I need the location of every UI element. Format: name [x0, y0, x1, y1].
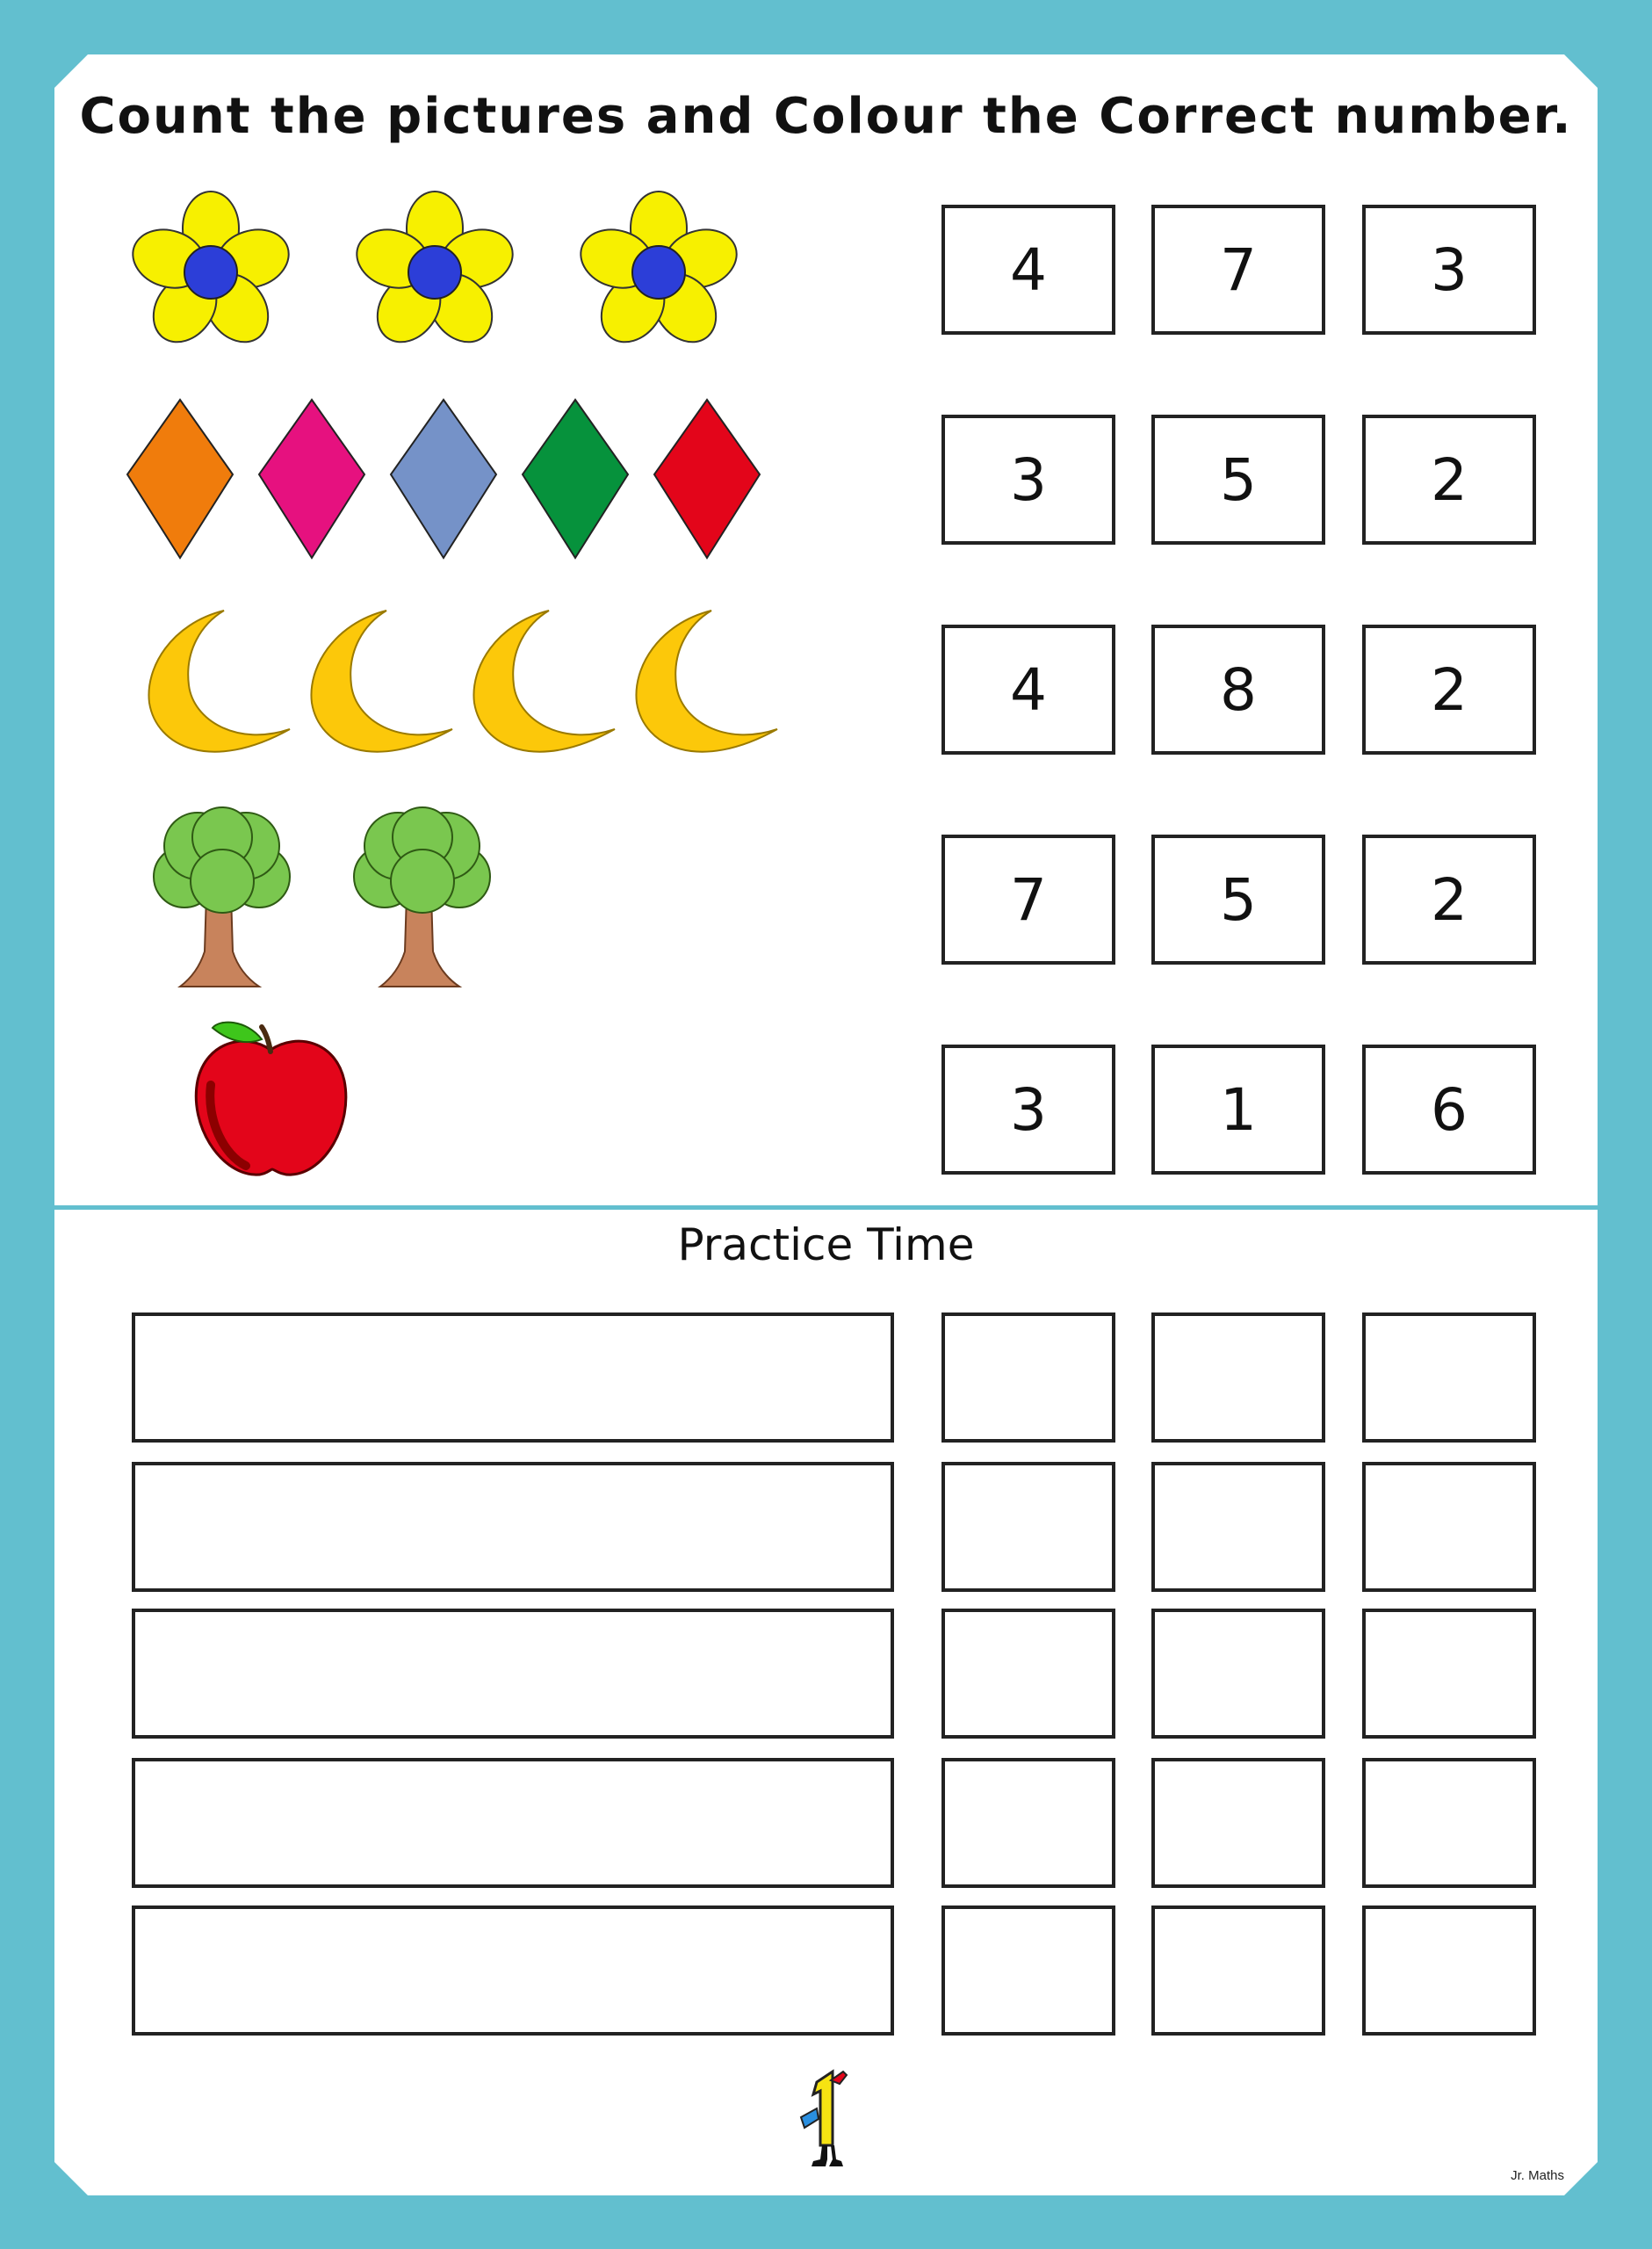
- practice-answer-box[interactable]: [941, 1609, 1115, 1739]
- diamond-icon: [523, 400, 628, 558]
- diamond-icon: [127, 400, 233, 558]
- answer-option-box[interactable]: 2: [1362, 835, 1536, 965]
- practice-answer-box[interactable]: [941, 1462, 1115, 1592]
- answer-option-box[interactable]: 2: [1362, 625, 1536, 755]
- flowers-row: [123, 184, 755, 360]
- practice-answer-box[interactable]: [1151, 1462, 1325, 1592]
- crescent-moon-icon: [473, 611, 615, 752]
- answer-option-box[interactable]: 4: [941, 625, 1115, 755]
- practice-answer-box[interactable]: [1151, 1313, 1325, 1443]
- practice-drawing-box[interactable]: [132, 1906, 894, 2036]
- answer-option-box[interactable]: 4: [941, 205, 1115, 335]
- answer-option-box[interactable]: 7: [941, 835, 1115, 965]
- answer-option-box[interactable]: 6: [1362, 1045, 1536, 1175]
- number-one-mascot-icon: [790, 2065, 861, 2170]
- practice-drawing-box[interactable]: [132, 1313, 894, 1443]
- practice-answer-box[interactable]: [941, 1313, 1115, 1443]
- flower-icon: [350, 192, 521, 354]
- crescent-moon-icon: [311, 611, 452, 752]
- answer-option-box[interactable]: 7: [1151, 205, 1325, 335]
- practice-answer-box[interactable]: [1362, 1462, 1536, 1592]
- answer-option-box[interactable]: 3: [941, 415, 1115, 545]
- tree-icon: [154, 807, 290, 987]
- practice-drawing-box[interactable]: [132, 1462, 894, 1592]
- diamond-icon: [259, 400, 364, 558]
- moons-row: [141, 606, 790, 773]
- answer-option-box[interactable]: 8: [1151, 625, 1325, 755]
- practice-drawing-box[interactable]: [132, 1609, 894, 1739]
- worksheet-title: Count the pictures and Colour the Correct number.: [79, 88, 1573, 145]
- practice-answer-box[interactable]: [1362, 1906, 1536, 2036]
- practice-answer-box[interactable]: [1362, 1758, 1536, 1888]
- section-divider: [54, 1205, 1598, 1210]
- practice-answer-box[interactable]: [1362, 1313, 1536, 1443]
- answer-option-box[interactable]: 3: [941, 1045, 1115, 1175]
- diamond-icon: [391, 400, 496, 558]
- brand-label: Jr. Maths: [1511, 2168, 1564, 2183]
- answer-option-box[interactable]: 5: [1151, 835, 1325, 965]
- flower-icon: [126, 192, 297, 354]
- flower-icon: [574, 192, 745, 354]
- answer-option-box[interactable]: 1: [1151, 1045, 1325, 1175]
- answer-option-box[interactable]: 2: [1362, 415, 1536, 545]
- tree-icon: [354, 807, 490, 987]
- diamond-icon: [654, 400, 760, 558]
- practice-answer-box[interactable]: [1151, 1609, 1325, 1739]
- diamonds-row: [123, 395, 773, 562]
- answer-option-box[interactable]: 3: [1362, 205, 1536, 335]
- practice-title: Practice Time: [677, 1219, 975, 1270]
- practice-drawing-box[interactable]: [132, 1758, 894, 1888]
- answer-option-box[interactable]: 5: [1151, 415, 1325, 545]
- practice-answer-box[interactable]: [1151, 1758, 1325, 1888]
- crescent-moon-icon: [148, 611, 290, 752]
- apple-icon: [184, 1015, 360, 1182]
- practice-answer-box[interactable]: [941, 1758, 1115, 1888]
- practice-answer-box[interactable]: [941, 1906, 1115, 2036]
- trees-row: [145, 806, 514, 991]
- crescent-moon-icon: [636, 611, 777, 752]
- practice-answer-box[interactable]: [1151, 1906, 1325, 2036]
- practice-answer-box[interactable]: [1362, 1609, 1536, 1739]
